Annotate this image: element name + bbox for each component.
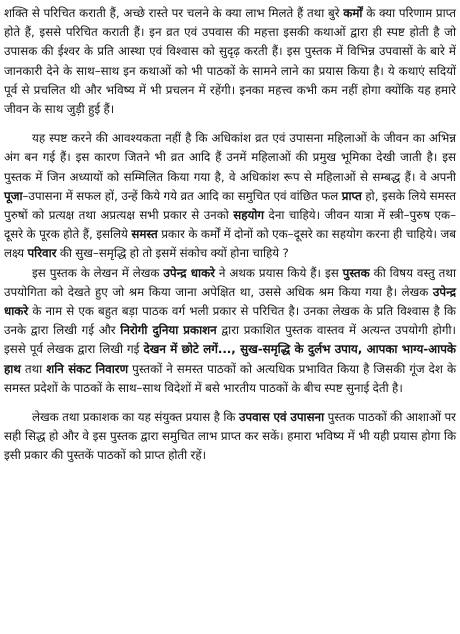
text-run: –उपासना में सफल हों, उन्हें किये गये व्रत आदि का समुचित एवं वांछित फल [22, 188, 342, 203]
bold-term: प्राप्त [341, 188, 362, 203]
author-name: उपेन्द्र धाकरे [163, 265, 215, 280]
text-run: प्रकार के कर्मों में दोनों को एक–दूसरे का सहयोग करना ही चाहिये। जब लक्ष्य [4, 227, 456, 261]
text-run: पुस्तकों ने समस्त पाठकों को अत्यधिक प्रभावित किया है जिसकी गूंज देश के समस्त प्रदेशों के पाठकों के साथ–साथ विदेशों में बसे भारतीय पाठकों के बीच स्पष्ट सुनाई देती है। [4, 361, 457, 395]
text-run: इस पुस्तक के लेखन में लेखक [32, 265, 164, 280]
bold-term: कर्मों [343, 6, 363, 20]
paragraph-4 [4, 408, 456, 466]
book-title: शनि संकट निवारण [46, 361, 129, 376]
text-run: तथा [20, 361, 47, 376]
bold-term: पूजा [4, 188, 23, 203]
paragraph-2 [4, 129, 456, 263]
paragraph-3 [4, 264, 456, 398]
bold-term: पुस्तक [342, 265, 370, 280]
author-name: उपेन्द्र धाकरे [4, 284, 456, 319]
book-titles: देखन में छोटे लगें..., सुख-समृद्धि के दुर्लभ उपाय, आपका भाग्य-आपके हाथ [4, 342, 456, 376]
bold-term: परिवार [27, 246, 57, 261]
bold-term: सहयोग [233, 208, 265, 223]
publisher-name: निरोगी दुनिया प्रकाशन [120, 323, 217, 338]
text-run: की सुख–समृद्धि हो तो इसमें संकोच क्यों होना चाहिये ? [56, 246, 289, 261]
book-title: उपवास एवं उपासना [238, 410, 325, 425]
text-run: हो, इसके लिये समस्त पुरुषों को प्रत्यक्ष तथा अप्रत्यक्ष सभी प्रकार से उनको [4, 188, 456, 223]
text-run: देना चाहिये। जीवन यात्रा में स्त्री–पुरुष एक–दूसरे के पूरक होते हैं, इसलिये [4, 208, 456, 242]
text-run: पुस्तक पाठकों की आशाओं पर सही सिद्ध हो और वे इस पुस्तक द्वारा समुचित लाभ प्राप्त कर सकें। हमारा भविष्य में भी यही प्रयास होगा कि इसी प्रकार की पुस्तकें पाठकों को प्राप्त होती रहें। [4, 410, 456, 463]
text-run: लेखक तथा प्रकाशक का यह संयुक्त प्रयास है कि [32, 410, 239, 425]
text-run: यह स्पष्ट करने की आवश्यकता नहीं है कि अधिकांश व्रत एवं उपासना महिलाओं के जीवन का अभिन्न अंग बन गई हैं। इस कारण जितने भी व्रत आदि हैं उनमें महिलाओं की प्रमुख भूमिका देखी जाती है। इस पुस्तक में जिन अध्यायों को सम्मिलित किया गया है, वे अधिकांश रूप से महिलाओं से सम्बद्ध हैं। वे अपनी [4, 131, 456, 184]
bold-term: समस्त [131, 227, 158, 242]
text-run: की विषय वस्तु तथा उपयोगिता को देखते हुए जो श्रम किया जाना अपेक्षित था, उससे अधिक श्रम किया गया है। लेखक [4, 265, 456, 299]
text-run: शक्ति से परिचित कराती हैं, अच्छे रास्ते पर चलने के क्या लाभ मिलते हैं तथा बुरे [4, 6, 344, 20]
paragraph-1 [4, 4, 456, 119]
text-run: द्वारा प्रकाशित पुस्तक वास्तव में अत्यन्त उपयोगी होगी। इससे पूर्व लेखक द्वारा लिखी गई [4, 323, 456, 357]
text-run: ने अथक प्रयास किये हैं। इस [214, 265, 343, 280]
text-run: के क्या परिणाम प्राप्त होते हैं, इससे परिचित कराती हैं। इन व्रत एवं उपवास की महत्ता इसकी कथाओं द्वारा ही स्पष्ट होती है जो उपासक की ईश्वर के प्रति आस्था एवं विश्वास को सुदृढ़ करती हैं। इस पुस्तक में विभिन्न उपवासों के बारे में जानकारी देने के साथ–साथ इन कथाओं को भी पाठकों के सामने लाने का प्रयास किया है। ये कथाएं सदियों पूर्व से प्रचलित थी और भविष्य में भी प्रचलन में रहेंगी। इनका महत्त्व कभी कम नहीं होगा क्योंकि यह हमारे जीवन के साथ जुड़ी हुई हैं। [4, 6, 456, 117]
text-run: के नाम से एक बहुत बड़ा पाठक वर्ग भली प्रकार से परिचित है। उनका लेखक के प्रति विश्वास है कि उनके द्वारा लिखी गई और [4, 304, 456, 338]
